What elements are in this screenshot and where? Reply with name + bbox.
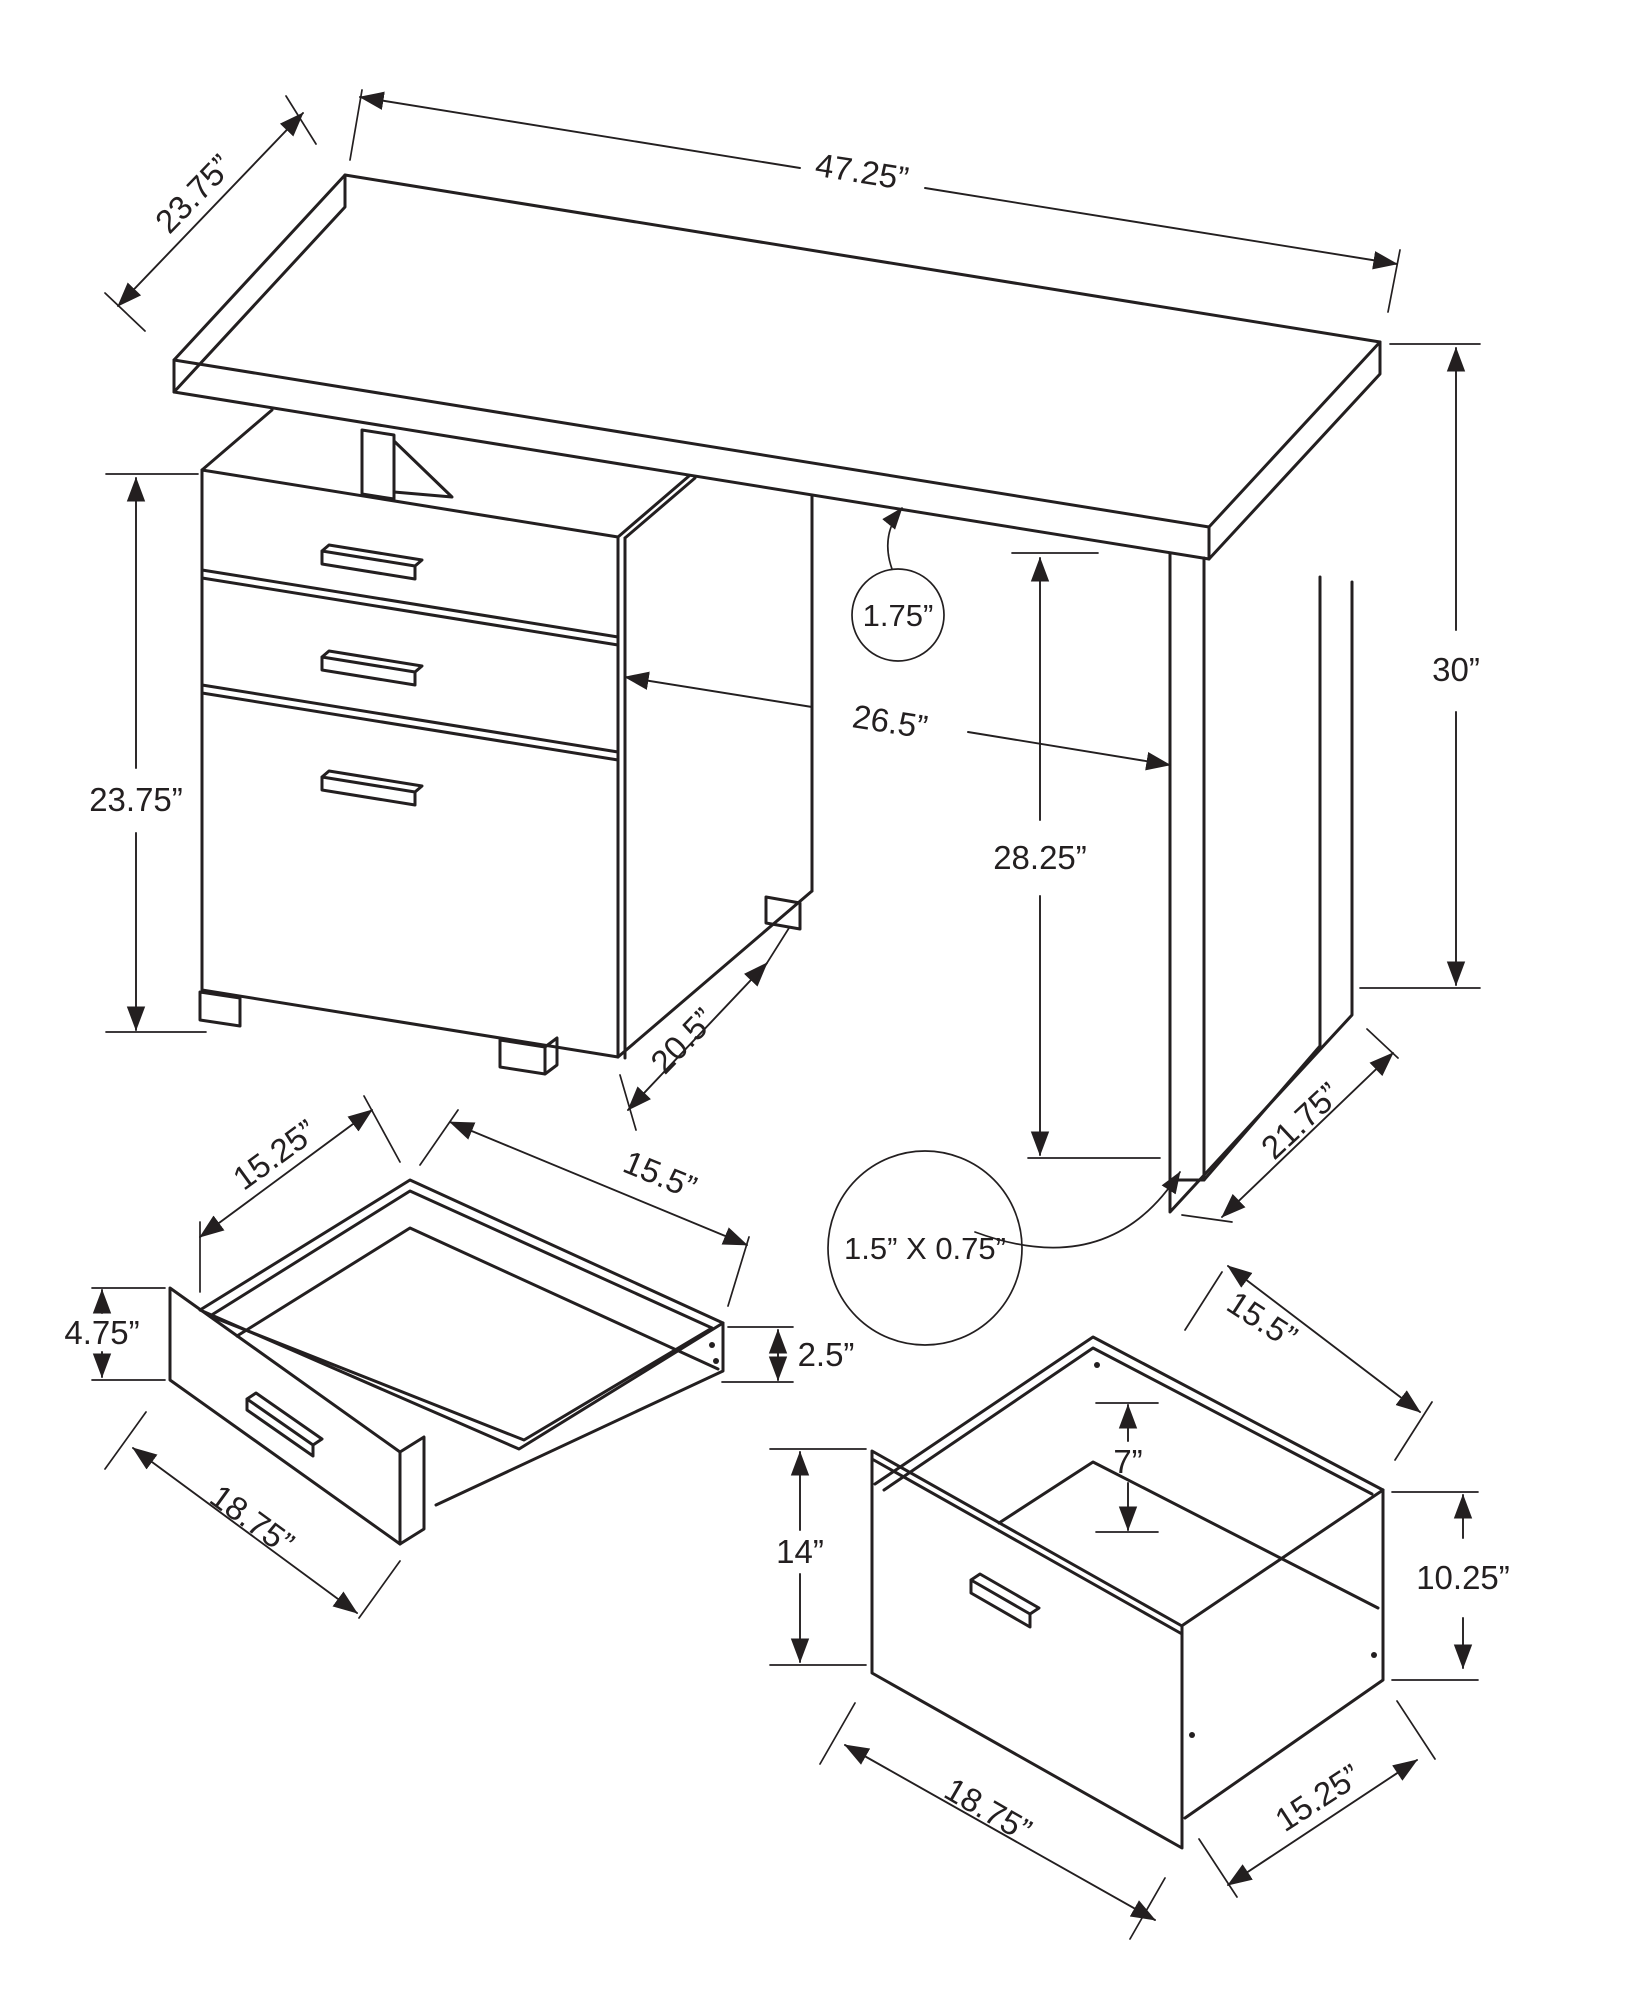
drawer-handle-middle bbox=[322, 651, 422, 685]
mounting-bracket bbox=[362, 430, 452, 499]
desk-drawing bbox=[174, 175, 1380, 1212]
dim-small-drawer-front-width-label: 18.75” bbox=[203, 1477, 302, 1563]
dim-leg-depth bbox=[1182, 1029, 1398, 1222]
dim-leg-depth-label: 21.75” bbox=[1253, 1075, 1348, 1167]
small-drawer-drawing bbox=[170, 1180, 723, 1544]
dim-small-drawer-side-height-label: 2.5” bbox=[797, 1336, 855, 1373]
small-drawer-handle bbox=[247, 1393, 322, 1456]
dim-cabinet-height bbox=[89, 474, 206, 1032]
dim-top-thickness bbox=[852, 508, 944, 661]
dim-knee-width-label: 26.5” bbox=[850, 697, 931, 746]
dim-small-drawer-front-width bbox=[105, 1412, 400, 1618]
dim-file-drawer-front-width-label: 18.75” bbox=[938, 1770, 1039, 1849]
drawer-handle-top bbox=[322, 545, 422, 579]
cabinet-feet bbox=[200, 897, 800, 1074]
dim-file-drawer-bottom-depth-label: 15.25” bbox=[1268, 1756, 1368, 1839]
dim-cabinet-depth bbox=[620, 928, 789, 1130]
dim-file-drawer-front-height-label: 14” bbox=[776, 1533, 824, 1570]
dim-cabinet-depth-label: 20.5” bbox=[643, 1000, 723, 1081]
dim-clearance-height bbox=[993, 553, 1160, 1158]
dim-small-drawer-depth-label: 15.5” bbox=[618, 1143, 703, 1207]
dim-desk-height-label: 30” bbox=[1432, 651, 1480, 688]
dim-leg-tube-label: 1.5” X 0.75” bbox=[844, 1231, 1006, 1266]
small-drawer-dimensions bbox=[64, 1096, 854, 1618]
dim-small-drawer-side-height bbox=[722, 1327, 854, 1382]
dim-file-drawer-top-width bbox=[1185, 1266, 1432, 1460]
dim-file-drawer-front-height bbox=[770, 1449, 866, 1665]
dim-file-drawer-inner-depth-label: 7” bbox=[1113, 1443, 1143, 1480]
dim-desk-top-depth-label: 23.75” bbox=[147, 147, 240, 241]
dim-small-drawer-front-height bbox=[64, 1288, 165, 1380]
drawer-handle-bottom bbox=[322, 771, 422, 805]
dim-desk-top-width-label: 47.25” bbox=[812, 145, 912, 198]
dim-small-drawer-back-width-label: 15.25” bbox=[225, 1112, 324, 1198]
dim-cabinet-height-label: 23.75” bbox=[89, 781, 183, 818]
file-drawer-handle bbox=[971, 1574, 1039, 1627]
drawer-cabinet bbox=[200, 410, 812, 1074]
dim-knee-width bbox=[625, 677, 1170, 765]
dim-small-drawer-front-height-label: 4.75” bbox=[64, 1314, 140, 1351]
dim-file-drawer-side-height-label: 10.25” bbox=[1416, 1559, 1510, 1596]
dim-file-drawer-top-width-label: 15.5” bbox=[1220, 1283, 1304, 1356]
dim-leg-tube bbox=[828, 1151, 1180, 1345]
dim-file-drawer-side-height bbox=[1392, 1492, 1510, 1680]
dim-file-drawer-bottom-depth bbox=[1199, 1701, 1435, 1897]
dim-desk-height bbox=[1360, 344, 1480, 988]
dim-top-thickness-label: 1.75” bbox=[862, 598, 934, 633]
dim-clearance-height-label: 28.25” bbox=[993, 839, 1087, 876]
dim-small-drawer-back-width bbox=[200, 1096, 400, 1292]
dim-desk-top-depth bbox=[105, 96, 316, 331]
dim-file-drawer-front-width bbox=[820, 1703, 1165, 1939]
